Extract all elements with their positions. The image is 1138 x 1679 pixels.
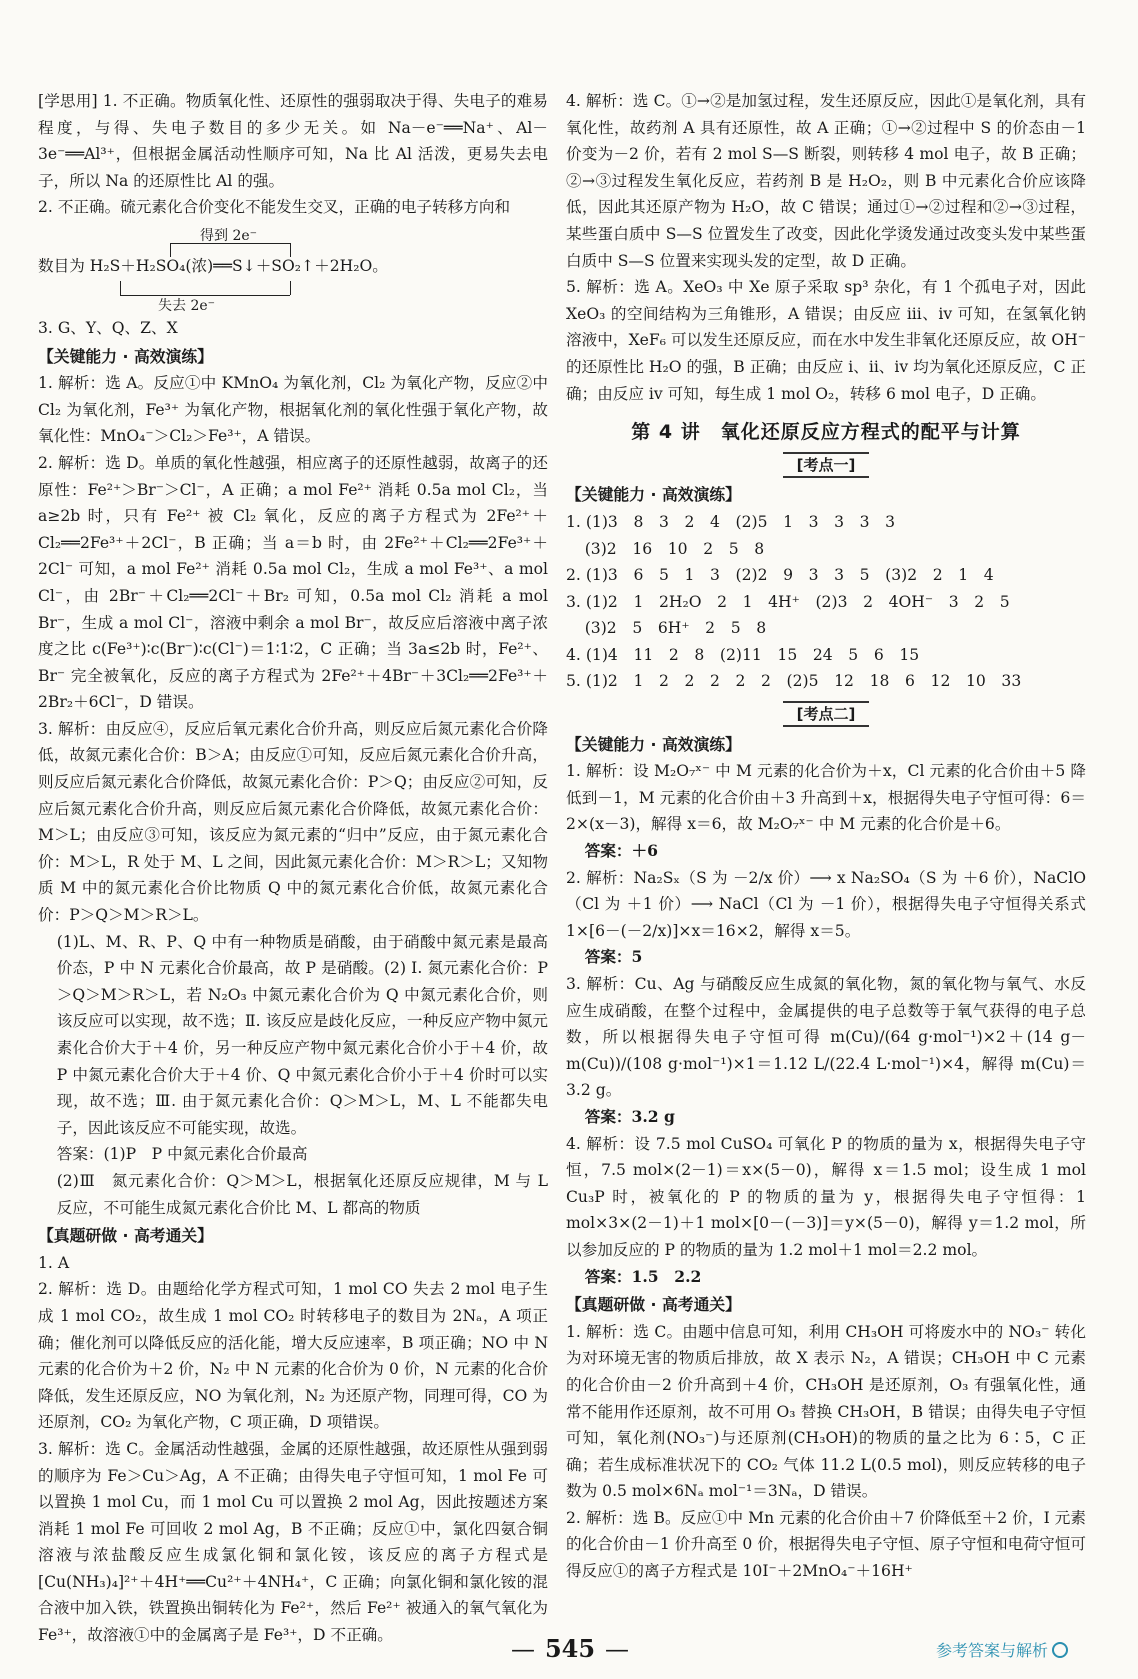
answer-item: 2. 解析：选 B。反应①中 Mn 元素的化合价由＋7 价降低至＋2 价，I 元素的化合价由－1 价升高至 0 价，根据得失电子守恒、原子守恒和电荷守恒可得反应①的离子方程式是 10I⁻＋2MnO₄⁻＋16H⁺ [566,1508,1086,1581]
answer-item: 5. 解析：选 A。XeO₃ 中 Xe 原子采取 sp³ 杂化，有 1 个孤电子对，因此 XeO₃ 的空间结构为三角锥形，A 错误；由反应 iii、iv 可知，在氢氧化钠溶液中，XeF₆ 可以发生还原反应，而在水中发生非氧化还原反应，故 OH⁻ 的还原性比 H₂O 的强，B 正确；由反应 i、ii、iv 均为氧化还原反应，C 正确；由反应 iv 可知，每生成 1 mol O₂，转移 6 mol 电子，D 正确。 [566,278,1086,403]
answer-item: 3. 解析：选 C。金属活动性越强，金属的还原性越强，故还原性从强到弱的顺序为 Fe＞Cu＞Ag，A 不正确；由得失电子守恒可知，1 mol Fe 可以置换 1 mol Cu，而 1 mol Cu 可以置换 2 mol Ag，因此按题述方案消耗 1 mol Fe 可回收 2 mol Ag，B 不正确；反应①中，氯化四氨合铜溶液与浓盐酸反应生成氯化铜和氯化铵，该反应的离子方程式是 [Cu(NH₃)₄]²⁺＋4H⁺══Cu²⁺＋4NH₄⁺，C 正确；向氯化铜和氯化铵的混合液中加入铁，铁置换出铜转化为 Fe²⁺，然后 Fe²⁺ 被通入的氧气氧化为 Fe³⁺，故溶液①中的金属离子是 Fe³⁺，D 不正确。 [38,1439,548,1645]
balance-line: (3)2 5 6H⁺ 2 5 8 [584,619,767,638]
answer-item: 4. 解析：选 C。①→②是加氢过程，发生还原反应，因此①是氧化剂，具有氧化性，故药剂 A 具有还原性，故 A 正确；①→②过程中 S 的价态由－1 价变为－2 价，若有 2 mol S—S 断裂，则转移 4 mol 电子，故 B 正确；②→③过程发生氧化反应，若药剂 B 是 H₂O₂，则 B 中元素化合价应该降低，因此其还原产物为 H₂O，故 C 错误；通过①→②过程和②→③过程，某些蛋白质中 S—S 位置发生了改变，因此化学烫发通过改变头发中某些蛋白质中 S—S 位置来实现头发的定型，故 D 正确。 [566,92,1086,270]
left-column [38,88,548,1649]
circle-icon [1052,1642,1068,1658]
right-column [566,88,1086,1585]
balance-line: 2. (1)3 6 5 1 3 (2)2 9 3 3 5 (3)2 2 1 4 [566,566,994,585]
answer-item: 3. 解析：由反应④，反应后氧元素化合价升高，则反应后氮元素化合价降低，故氮元素化合价：B＞A；由反应①可知，反应后氮元素化合价升高，则反应后氮元素化合价降低，故氮元素化合价：P＞Q；由反应②可知，反应后氮元素化合价升高，则反应后氮元素化合价降低，故氮元素化合价：M＞L；由反应③可知，该反应为氮元素的“归中”反应，由于氮元素化合价：M＞L，R 处于 M、L 之间，因此氮元素化合价：M＞R＞L；又知物质 M 中的氮元素化合价比物质 Q 中的氮元素化合价低，故氮元素化合价：P＞Q＞M＞R＞L。 [38,719,548,925]
answer-item: 2. 解析：Na₂Sₓ（S 为 －2/x 价）⟶ x Na₂SO₄（S 为 ＋6 价），NaClO（Cl 为 ＋1 价）⟶ NaCl（Cl 为 －1 价），根据得失电子守恒得关系式 1×[6－(－2/x)]×x＝16×2，解得 x＝5。 [566,868,1086,940]
redox-equation: 数目为 H₂S＋H₂SO₄(浓)══S↓＋SO₂↑＋2H₂O。 [38,256,388,275]
section-heading-exam: 【真题研做 · 高考通关】 [566,1295,741,1315]
bracket-bottom-right [290,281,291,295]
footer-section-tag: 参考答案与解析 [936,1638,1068,1661]
lose-electron-label: 失去 2e⁻ [158,297,216,314]
answer-item: 1. 解析：选 C。由题中信息可知，利用 CH₃OH 可将废水中的 NO₃⁻ 转化为对环境无害的物质后排放，故 X 表示 N₂，A 错误；CH₃OH 中 C 元素的化合价由－2 价升高到＋4 价，CH₃OH 是还原剂，O₃ 有强氧化性，通常不能用作还原剂，故不可用 O₃ 替换 CH₃OH，B 错误；由得失电子守恒可知，氧化剂(NO₃⁻)与还原剂(CH₃OH)的物质的量之比为 6∶5，C 正确；若生成标准状况下的 CO₂ 气体 11.2 L(0.5 mol)，则反应转移的电子数为 0.5 mol×6Nₐ mol⁻¹＝3Nₐ，D 错误。 [566,1322,1086,1501]
balance-line: (3)2 16 10 2 5 8 [584,539,765,558]
balance-line: 3. (1)2 1 2H₂O 2 1 4H⁺ (2)3 2 4OH⁻ 3 2 5 [566,592,1010,611]
lecture-title: 第 4 讲 氧化还原反应方程式的配平与计算 [631,421,1021,444]
section-heading-exam: 【真题研做 · 高考通关】 [38,1226,213,1246]
answer-item: 1. A [38,1253,70,1272]
answer-line: 答案：3.2 g [584,1106,675,1126]
section-heading-key-ability: 【关键能力 · 高效演练】 [566,734,741,754]
gain-electron-label: 得到 2e⁻ [200,227,258,244]
answer-line: 答案：1.5 2.2 [584,1266,702,1286]
answer-item: 4. 解析：设 7.5 mol CuSO₄ 可氧化 P 的物质的量为 x，根据得失电子守恒，7.5 mol×(2－1)＝x×(5－0)，解得 x＝1.5 mol；设生成 1 mol Cu₃P 时，被氧化的 P 的物质的量为 y，根据得失电子守恒得：1 mol×3×(2－1)＋1 mol×[0－(－3)]＝y×(5－0)，解得 y＝1.2 mol，所以参加反应的 P 的物质的量为 1.2 mol＋1 mol＝2.2 mol。 [566,1134,1086,1259]
answer-line: 答案：5 [584,947,643,967]
answer-item: 3. 解析：Cu、Ag 与硝酸反应生成氮的氧化物，氮的氧化物与氧气、水反应生成硝酸，在整个过程中，金属提供的电子总数等于氧气获得的电子总数，所以根据得失电子守恒可得 m(Cu)/(64 g·mol⁻¹)×2＋(14 g－m(Cu))/(108 g·mol⁻¹)×1＝1.12 L/(22.4 L·mol⁻¹)×4，解得 m(Cu)＝3.2 g。 [566,975,1086,1100]
answer-item: 2. 解析：选 D。单质的氧化性越强，相应离子的还原性越弱，故离子的还原性：Fe²⁺＞Br⁻＞Cl⁻，A 正确；a mol Fe²⁺ 消耗 0.5a mol Cl₂，当 a≥2b 时，只有 Fe²⁺ 被 Cl₂ 氧化，反应的离子方程式为 2Fe²⁺＋Cl₂══2Fe³⁺＋2Cl⁻，B 正确；当 a＝b 时，由 2Fe²⁺＋Cl₂══2Fe³⁺＋2Cl⁻ 可知，a mol Fe²⁺ 消耗 0.5a mol Cl₂，生成 a mol Fe³⁺、a mol Cl⁻，由 2Br⁻＋Cl₂══2Cl⁻＋Br₂ 可知，0.5a mol Cl₂ 消耗 a mol Br⁻，生成 a mol Cl⁻，溶液中剩余 a mol Br⁻，故反应后溶液中离子浓度之比 c(Fe³⁺)∶c(Br⁻)∶c(Cl⁻)＝1∶1∶2，C 正确；当 3a≤2b 时，Fe²⁺、Br⁻ 完全被氧化，反应的离子方程式为 2Fe²⁺＋4Br⁻＋3Cl₂══2Fe³⁺＋2Br₂＋6Cl⁻，D 错误。 [38,453,548,712]
electron-transfer-diagram [38,223,548,314]
answer-item: 2. 解析：选 D。由题给化学方程式可知，1 mol CO 失去 2 mol 电子生成 1 mol CO₂，故生成 1 mol CO₂ 时转移电子的数目为 2Nₐ，A 项正确；催化剂可以降低反应的活化能，增大反应速率，B 项正确；NO 中 N 元素的化合价为＋2 价，N₂ 中 N 元素的化合价为 0 价，N 元素的化合价降低，发生还原反应，NO 为氧化剂，N₂ 为还原产物，同理可得，CO 为还原剂，CO₂ 为氧化产物，C 项正确，D 项错误。 [38,1280,548,1432]
page-number: — 545 — [510,1634,630,1663]
section-heading-key-ability: 【关键能力 · 高效演练】 [38,346,213,366]
bracket-top-bar [170,243,290,244]
answer-line: 答案：＋6 [584,841,658,861]
xsy-item-2: 2. 不正确。硫元素化合价变化不能发生交叉，正确的电子转移方向和 [38,198,511,217]
balance-line: 4. (1)4 11 2 8 (2)11 15 24 5 6 15 [566,645,920,664]
answer-item: 1. 解析：选 A。反应①中 KMnO₄ 为氧化剂，Cl₂ 为氧化产物，反应②中 Cl₂ 为氧化剂，Fe³⁺ 为氧化产物，根据氧化剂的氧化性强于氧化产物，故氧化性：MnO₄⁻＞Cl₂＞Fe³⁺，A 错误。 [38,374,548,446]
answer-line: 答案：(1)P P 中氮元素化合价最高 [56,1145,308,1164]
section-heading-key-ability: 【关键能力 · 高效演练】 [566,485,741,505]
balance-line: 5. (1)2 1 2 2 2 2 2 (2)5 12 18 6 12 10 33 [566,672,1022,691]
balance-line: 1. (1)3 8 3 2 4 (2)5 1 3 3 3 3 [566,512,896,531]
bracket-bottom-left [120,281,121,295]
topic-marker-2: [考点二] [566,701,1086,728]
topic-marker-1: [考点一] [566,452,1086,479]
xsy-item-3: 3. G、Y、Q、Z、X [38,318,178,337]
answer-line: (2)Ⅲ 氮元素化合价：Q＞M＞L，根据氧化还原反应规律，M 与 L 反应，不可能生成氮元素化合价比 M、L 都高的物质 [56,1171,548,1217]
answer-item: 1. 解析：设 M₂O₇ˣ⁻ 中 M 元素的化合价为＋x，Cl 元素的化合价由＋5 降低到－1，M 元素的化合价由＋3 升高到＋x，根据得失电子守恒可得：6＝2×(x－3)，解得 x＝6，故 M₂O₇ˣ⁻ 中 M 元素的化合价是＋6。 [566,762,1086,834]
xsy-item-1: [学思用] 1. 不正确。物质氧化性、还原性的强弱取决于得、失电子的难易程度，与得、失电子数目的多少无关。如 Na－e⁻══Na⁺、Al－3e⁻══Al³⁺，但根据金属活动性顺序可知，Na 比 Al 活泼，更易失去电子，所以 Na 的还原性比 Al 的强。 [38,92,548,190]
answer-item: (1)L、M、R、P、Q 中有一种物质是硝酸，由于硝酸中氮元素是最高价态，P 中 N 元素化合价最高，故 P 是硝酸。(2) Ⅰ. 氮元素化合价：P＞Q＞M＞R＞L，若 N₂O₃ 中氮元素化合价为 Q 中氮元素化合价，则该反应可以实现，故不选；Ⅱ. 该反应是歧化反应，一种反应产物中氮元素化合价大于＋4 价，另一种反应产物中氮元素化合价小于＋4 价，故 P 中氮元素化合价大于＋4 价、Q 中氮元素化合价小于＋4 价时可以实现，故不选；Ⅲ. 由于氮元素化合价：Q＞M＞L，M、L 不能都失电子，因此该反应不可能实现，故选。 [56,932,548,1137]
